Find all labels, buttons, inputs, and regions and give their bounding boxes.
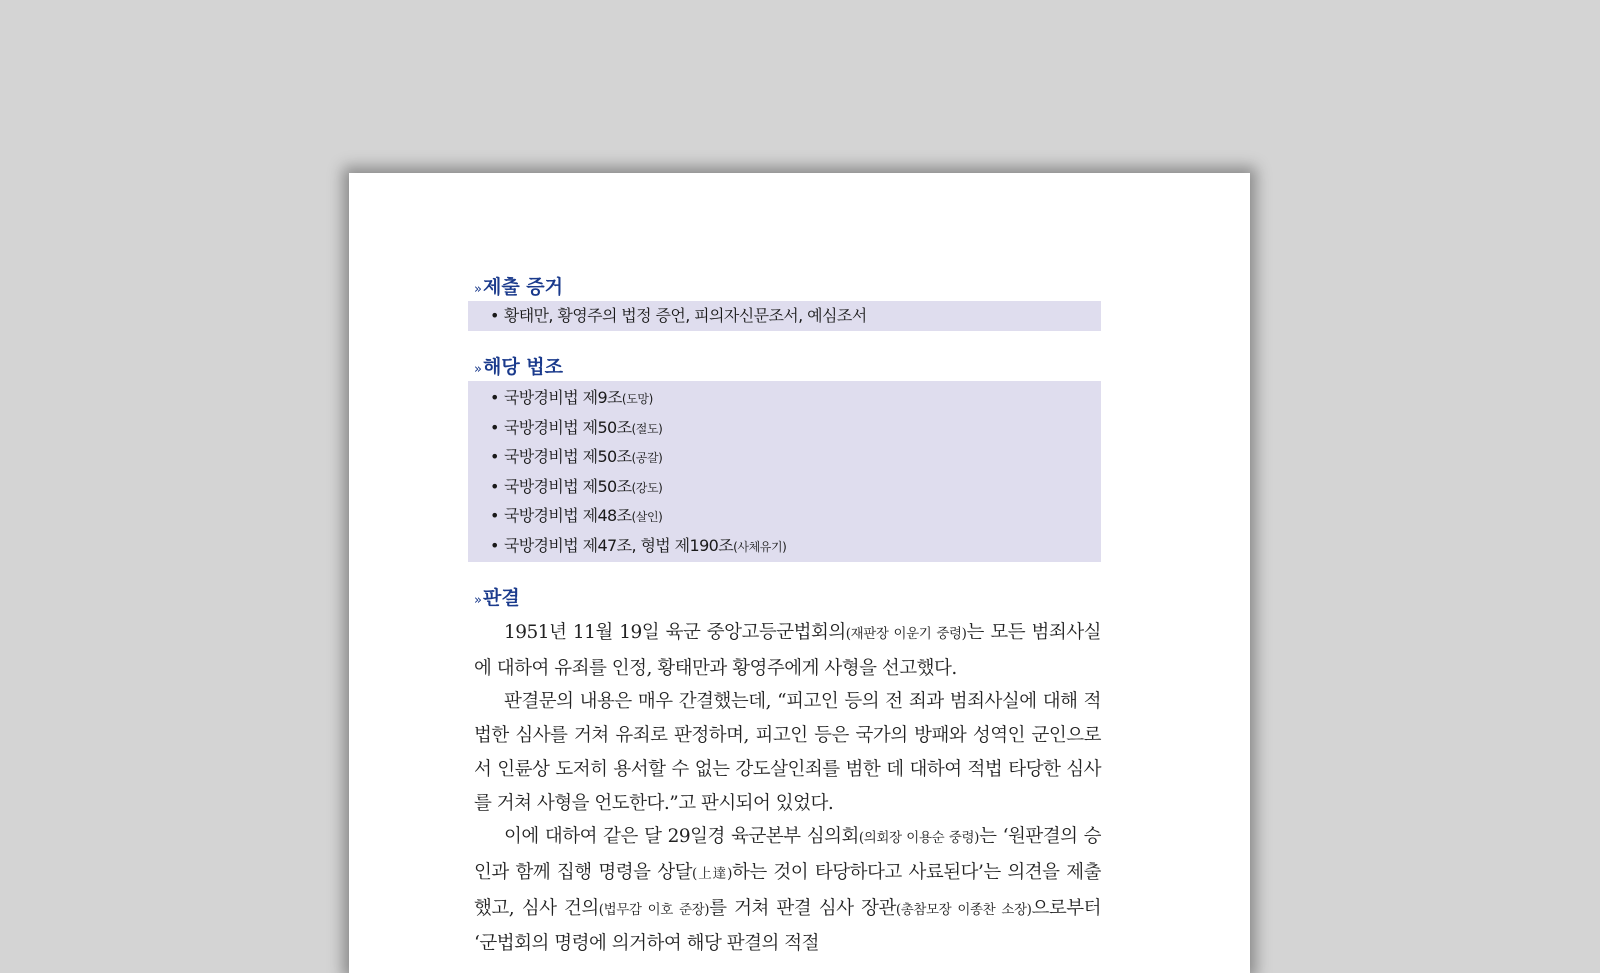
- heading-marker-icon: »: [474, 593, 482, 608]
- heading-marker-icon: »: [474, 362, 482, 377]
- ruling-paragraph-2: 판결문의 내용은 매우 간결했는데, “피고인 등의 전 죄과 범죄사실에 대해 적법한 심사를 거쳐 유죄로 판정하며, 피고인 등은 국가의 방패와 성역인 군인으로서 인륜상 도저히 용서할 수 없는 강도살인죄를 범한 데 대하여 적법 타당한 심사를 거쳐 사형을 언도한다.”고 판시되어 있었다.: [474, 691, 1101, 814]
- bullet-icon: •: [490, 535, 499, 555]
- law-item: • 국방경비법 제48조(살인): [490, 506, 663, 525]
- laws-heading-text: 해당 법조: [482, 356, 563, 378]
- bullet-icon: •: [490, 417, 499, 437]
- bullet-icon: •: [490, 388, 499, 407]
- page-content: [468, 273, 1101, 961]
- document-page: [349, 173, 1250, 973]
- evidence-heading-text: 제출 증거: [482, 276, 563, 298]
- bullet-icon: •: [490, 476, 499, 496]
- ruling-heading: [468, 584, 1101, 612]
- bullet-icon: •: [490, 447, 499, 466]
- law-item: • 국방경비법 제50조(공갈): [490, 447, 663, 466]
- bullet-icon: •: [490, 306, 499, 325]
- ruling-paragraph-3: 이에 대하여 같은 달 29일경 육군본부 심의회(의회장 이용순 중령)는 ‘원판결의 승인과 함께 집행 명령을 상달(上達)하는 것이 타당하다고 사료된다’는 의견을 제출했고, 심사 건의(법무감 이호 준장)를 거쳐 판결 심사 장관(총참모장 이종찬 소장)으로부터 ‘군법회의 명령에 의거하여 해당 판결의 적절: [474, 826, 1101, 955]
- law-item: • 국방경비법 제50조(절도): [490, 417, 663, 437]
- evidence-heading: [468, 273, 1101, 301]
- ruling-heading-text: 판결: [482, 587, 520, 609]
- bullet-icon: •: [490, 506, 499, 525]
- laws-heading: [468, 353, 1101, 381]
- ruling-paragraph-1: 1951년 11월 19일 육군 중앙고등군법회의(재판장 이운기 중령)는 모든 범죄사실에 대하여 유죄를 인정, 황태만과 황영주에게 사형을 선고했다.: [474, 622, 1101, 679]
- evidence-box: [468, 301, 1101, 331]
- law-item: • 국방경비법 제50조(강도): [490, 476, 663, 496]
- law-item: • 국방경비법 제47조, 형법 제190조(사체유기): [490, 535, 787, 555]
- laws-box: [468, 381, 1101, 562]
- evidence-item: • 황태만, 황영주의 법정 증언, 피의자신문조서, 예심조서: [490, 306, 867, 325]
- law-item: • 국방경비법 제9조(도망): [490, 388, 653, 407]
- heading-marker-icon: »: [474, 282, 482, 297]
